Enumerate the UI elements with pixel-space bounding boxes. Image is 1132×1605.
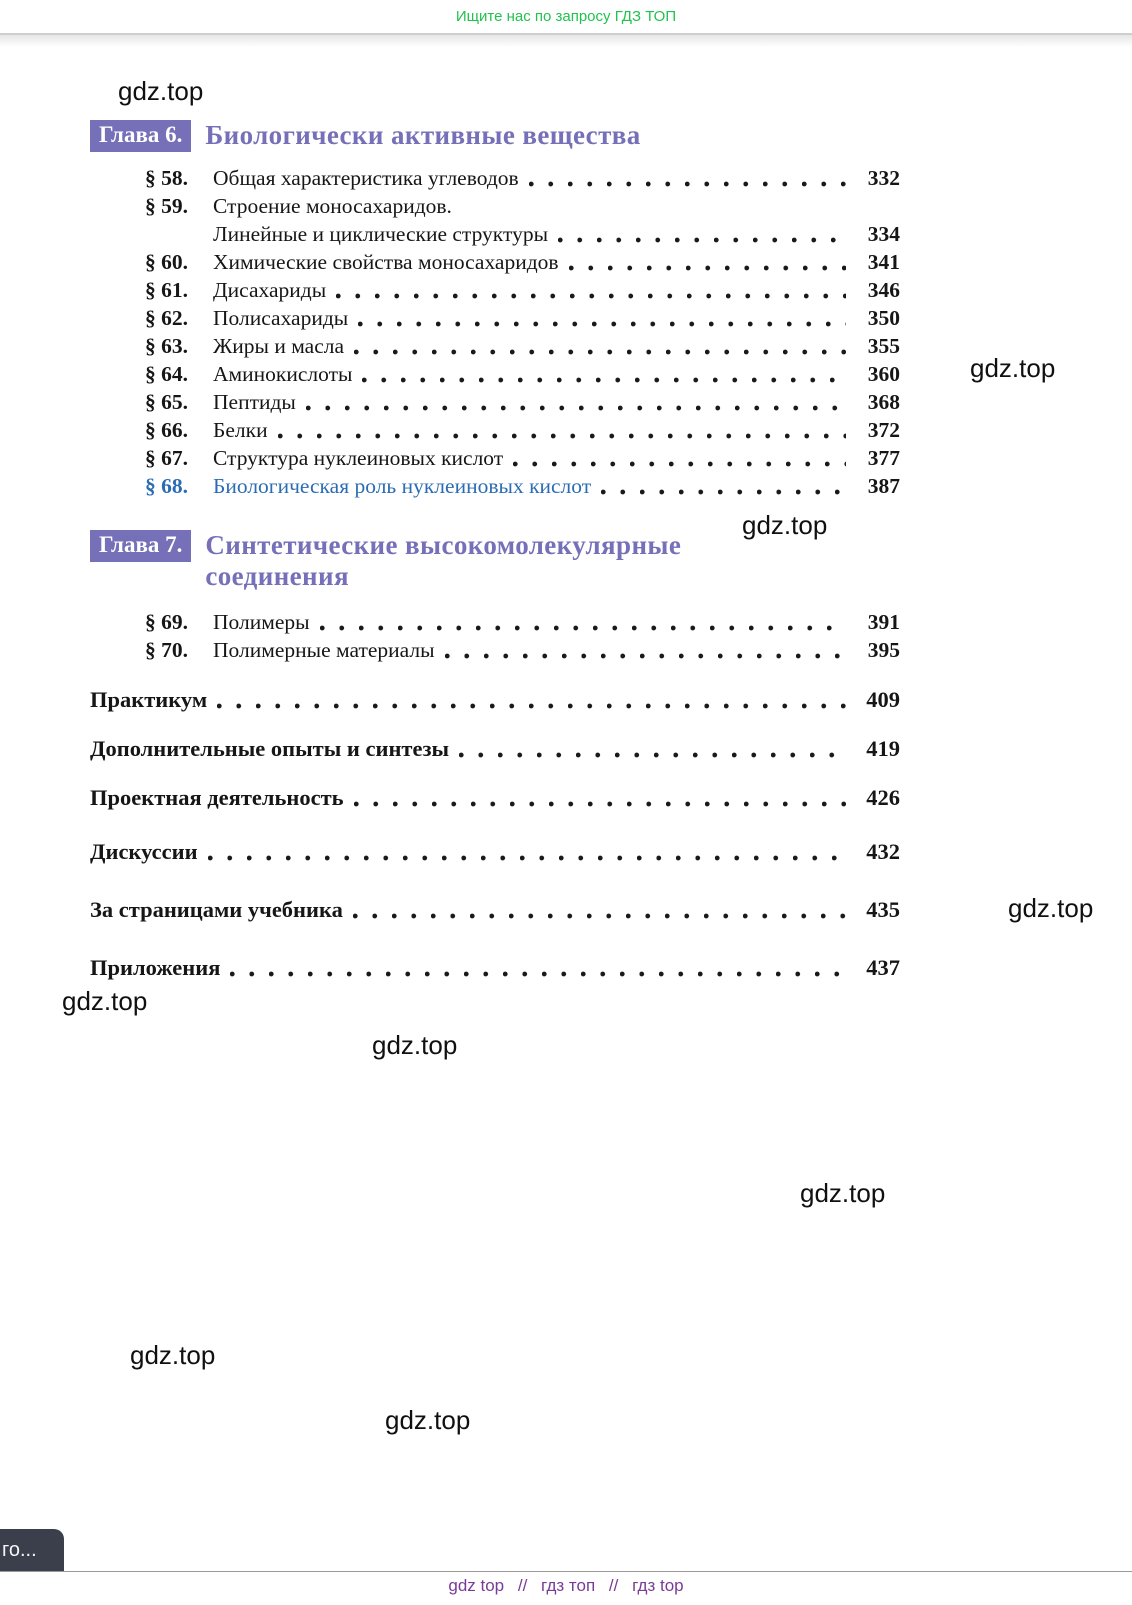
dot-leader <box>529 181 846 187</box>
entry-page-number: 368 <box>867 390 900 414</box>
entry-title: Аминокислоты <box>213 362 353 386</box>
footer-separator: // <box>517 1576 528 1595</box>
dot-leader <box>601 489 846 495</box>
entry-page-number: 387 <box>867 474 900 498</box>
toc-entry-row <box>90 192 900 220</box>
entry-page-number: 395 <box>867 638 900 662</box>
footer <box>0 1576 1132 1596</box>
dot-leader <box>362 377 846 383</box>
entry-title: Биологическая роль нуклеиновых кислот <box>213 474 592 498</box>
entry-title: Структура нуклеиновых кислот <box>213 446 504 470</box>
dot-leader <box>353 913 846 919</box>
entry-title: Дисахариды <box>213 278 327 302</box>
toc-top-level-row <box>90 686 900 714</box>
footer-link-gdz-top[interactable]: gdz top <box>448 1576 505 1595</box>
gdz-top-watermark: gdz.top <box>800 1178 886 1208</box>
chapter-header <box>90 120 900 152</box>
dot-leader <box>320 625 846 631</box>
entry-title: Пептиды <box>213 390 296 414</box>
entry-title: Белки <box>213 418 268 442</box>
gdz-top-watermark: gdz.top <box>130 1340 216 1370</box>
toc-entry-row <box>90 332 900 360</box>
entry-page-number: 391 <box>867 610 900 634</box>
entry-title: Полимеры <box>213 610 310 634</box>
entry-title: Линейные и циклические структуры <box>213 222 549 246</box>
chapter-entry-list <box>90 164 900 500</box>
entry-page-number: 332 <box>867 166 900 190</box>
dot-leader <box>354 801 846 807</box>
toc-entry-row <box>90 276 900 304</box>
footer-link-gdz-top-mixed[interactable]: гдз top <box>632 1576 684 1595</box>
bottom-left-tab-label: го... <box>2 1538 37 1561</box>
chapter-badge: Глава 7. <box>90 530 191 562</box>
toc-entry-row <box>90 608 900 636</box>
bottom-left-tab[interactable] <box>0 1529 64 1571</box>
gdz-top-watermark: gdz.top <box>970 353 1056 383</box>
entry-number: § 65. <box>145 390 188 414</box>
section-label: Дискуссии <box>90 839 198 864</box>
toc-entry-row <box>90 220 900 248</box>
dot-leader <box>354 349 846 355</box>
dot-leader <box>217 703 846 709</box>
gdz-top-watermark: gdz.top <box>1008 893 1094 923</box>
entry-number: § 58. <box>145 166 188 190</box>
footer-separator: // <box>608 1576 619 1595</box>
entry-number: § 62. <box>145 306 188 330</box>
section-page-number: 409 <box>866 687 900 712</box>
section-page-number: 426 <box>866 785 900 810</box>
entry-number: § 61. <box>145 278 188 302</box>
entry-number: § 70. <box>145 638 188 662</box>
toc-entry-row[interactable] <box>90 472 900 500</box>
toc-top-level-row <box>90 838 900 866</box>
entry-page-number: 350 <box>867 306 900 330</box>
footer-divider <box>0 1571 1132 1572</box>
chapter-title: Биологически активные вещества <box>205 120 641 150</box>
section-label: Практикум <box>90 687 208 712</box>
dot-leader <box>558 237 846 243</box>
dot-leader <box>306 405 846 411</box>
entry-page-number: 360 <box>867 362 900 386</box>
dot-leader <box>230 971 846 977</box>
dot-leader <box>445 653 846 659</box>
entry-page-number: 355 <box>867 334 900 358</box>
top-banner <box>0 0 1132 33</box>
entry-number: § 64. <box>145 362 188 386</box>
toc-entry-row <box>90 416 900 444</box>
entry-title: Строение моносахаридов. <box>213 194 452 218</box>
entry-page-number: 346 <box>867 278 900 302</box>
toc-entry-row <box>90 388 900 416</box>
footer-link-gdz-top-cyrillic[interactable]: гдз топ <box>541 1576 596 1595</box>
dot-leader <box>513 461 846 467</box>
entry-number: § 68. <box>145 474 188 498</box>
toc-top-level-row <box>90 735 900 763</box>
entry-title: Полимерные материалы <box>213 638 435 662</box>
chapter-title: Синтетические высокомолекулярные соединения <box>205 530 682 591</box>
entry-title: Полисахариды <box>213 306 349 330</box>
toc-entry-row <box>90 164 900 192</box>
section-label: Дополнительные опыты и синтезы <box>90 736 450 761</box>
entry-number: § 63. <box>145 334 188 358</box>
gdz-top-watermark: gdz.top <box>372 1030 458 1060</box>
toc-entry-row <box>90 360 900 388</box>
gdz-top-watermark: gdz.top <box>385 1405 471 1435</box>
dot-leader <box>358 321 846 327</box>
entry-number: § 69. <box>145 610 188 634</box>
entry-page-number: 372 <box>867 418 900 442</box>
entry-page-number: 334 <box>867 222 900 246</box>
section-page-number: 435 <box>866 897 900 922</box>
toc-top-level-sections <box>90 686 900 982</box>
entry-number: § 60. <box>145 250 188 274</box>
section-label: За страницами учебника <box>90 897 343 922</box>
toc-entry-row <box>90 444 900 472</box>
entry-page-number: 341 <box>867 250 900 274</box>
table-of-contents <box>90 120 900 664</box>
entry-title: Общая характеристика углеводов <box>213 166 519 190</box>
entry-title: Жиры и масла <box>213 334 345 358</box>
chapter-entry-list <box>90 608 900 664</box>
section-label: Приложения <box>90 955 221 980</box>
gdz-top-watermark: gdz.top <box>62 986 148 1016</box>
toc-top-level-row <box>90 954 900 982</box>
entry-page-number: 377 <box>867 446 900 470</box>
toc-entry-row <box>90 636 900 664</box>
section-page-number: 432 <box>866 839 900 864</box>
toc-top-level-row <box>90 896 900 924</box>
entry-title: Химические свойства моносахаридов <box>213 250 559 274</box>
gdz-top-watermark: gdz.top <box>742 510 828 540</box>
section-page-number: 419 <box>866 736 900 761</box>
dot-leader <box>208 855 846 861</box>
entry-number: § 67. <box>145 446 188 470</box>
section-page-number: 437 <box>866 955 900 980</box>
chapter-badge: Глава 6. <box>90 120 191 152</box>
dot-leader <box>278 433 846 439</box>
top-banner-text[interactable]: Ищите нас по запросу ГДЗ ТОП <box>455 8 677 25</box>
dot-leader <box>459 752 846 758</box>
section-label: Проектная деятельность <box>90 785 344 810</box>
entry-number: § 59. <box>145 194 188 218</box>
toc-entry-row <box>90 304 900 332</box>
toc-top-level-row <box>90 784 900 812</box>
gdz-top-watermark: gdz.top <box>118 76 204 106</box>
toc-entry-row <box>90 248 900 276</box>
dot-leader <box>569 265 846 271</box>
dot-leader <box>336 293 846 299</box>
entry-number: § 66. <box>145 418 188 442</box>
banner-shadow-divider <box>0 33 1132 47</box>
